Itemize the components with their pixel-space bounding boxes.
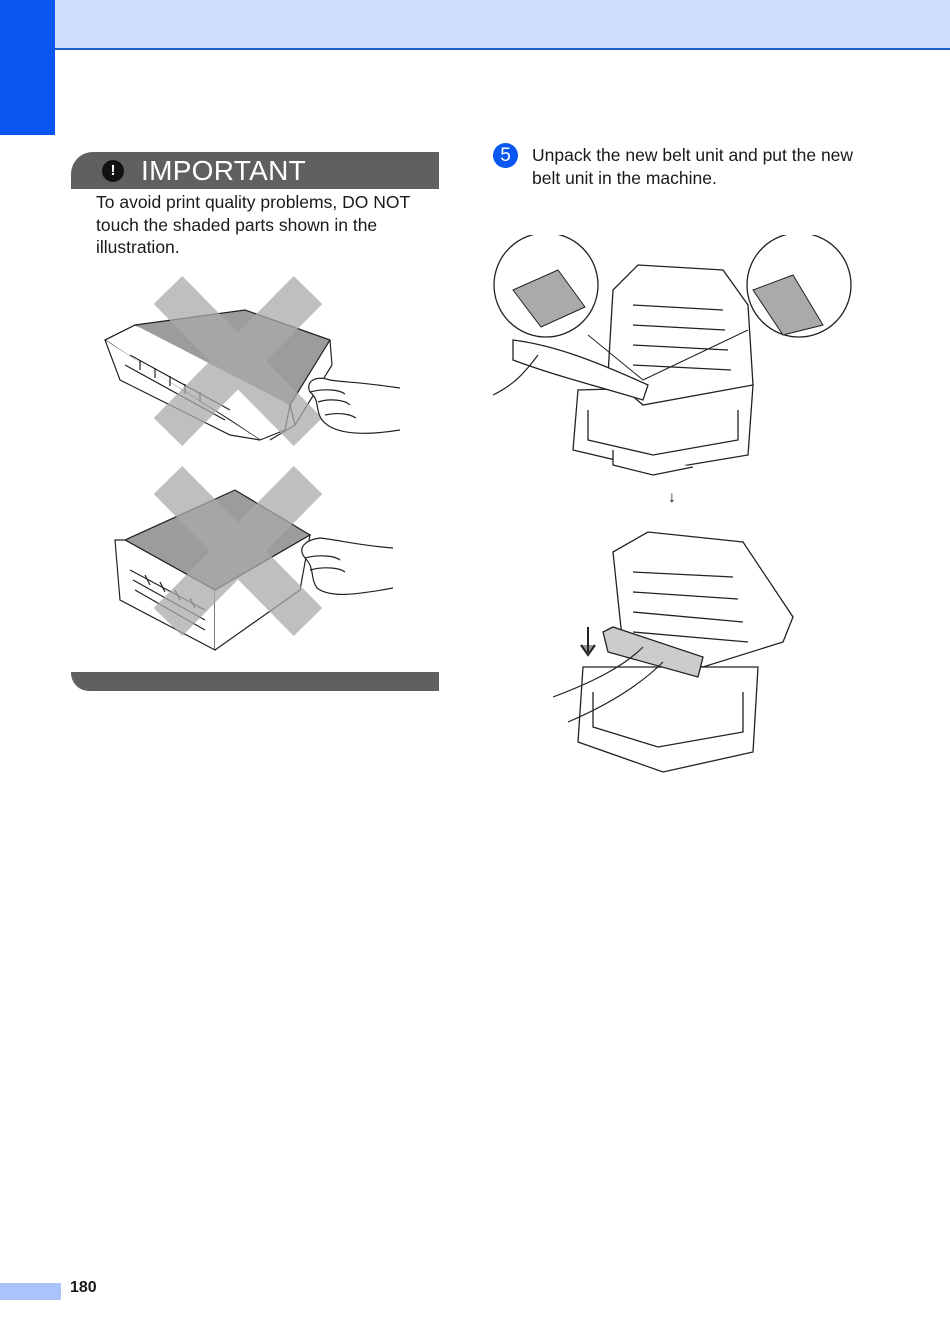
belt-unit-illustration-top: [100, 270, 410, 450]
chapter-tab: [0, 0, 55, 135]
important-title: IMPORTANT: [141, 155, 306, 186]
step-instruction: Unpack the new belt unit and put the new belt unit in the machine.: [532, 145, 854, 188]
important-footer-bar: [71, 672, 439, 691]
belt-unit-illustration-bottom: [105, 460, 405, 660]
footer-tab: [0, 1283, 61, 1300]
arrow-down-icon: ↓: [668, 489, 676, 506]
exclamation-icon: !: [102, 160, 124, 182]
important-header: [71, 152, 439, 189]
important-text: To avoid print quality problems, DO NOT touch the shaded parts shown in the illustration.: [96, 192, 410, 257]
page-number: 180: [70, 1279, 97, 1296]
header-bar: [0, 0, 950, 50]
step-number-badge: 5: [493, 143, 518, 168]
printer-insert-belt-illustration: [553, 527, 803, 777]
printer-open-illustration: [493, 235, 855, 485]
